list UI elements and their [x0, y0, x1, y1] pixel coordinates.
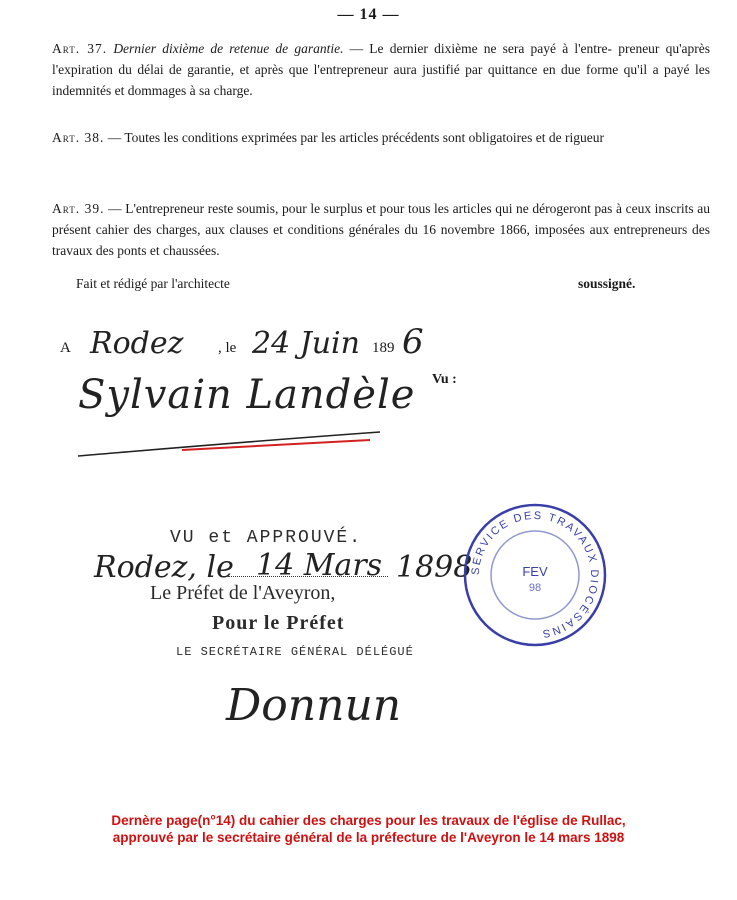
year-handwritten: 6	[402, 322, 424, 362]
article-39-body: — L'entrepreneur reste soumis, pour le surplus et pour tous les articles qui ne dérogeront pas à ceux inscrits au présent cahier des charges, aux clauses et conditions générales du 16 novembre 1866, imposées aux entrepreneurs des travaux des ponts et chaussées.	[52, 201, 711, 258]
a-label: A	[60, 340, 71, 356]
article-37-body-start: — Le dernier dixième ne sera payé à l'entre-	[349, 41, 613, 56]
caption-line-2: approuvé par le secrétaire général de la préfecture de l'Aveyron le 14 mars 1898	[112, 830, 625, 845]
soussigne-label: soussigné.	[578, 276, 636, 291]
date-handwritten: 24 Juin	[252, 326, 360, 361]
stamp-year: 1898	[396, 550, 473, 585]
architect-signature: Sylvain Landèle	[78, 372, 416, 418]
article-39-number: Art. 39.	[52, 201, 105, 216]
article-38-body: — Toutes les conditions exprimées par les articles précédents sont obligatoires et de rigueur	[107, 130, 605, 145]
round-stamp-month: FEV	[522, 564, 548, 579]
fait-label: Fait et rédigé par l'architecte	[76, 276, 230, 291]
year-printed: 189	[372, 340, 395, 356]
article-37-title: Dernier dixième de retenue de garantie.	[113, 41, 344, 56]
article-37	[52, 38, 710, 101]
article-37-number: Art. 37.	[52, 41, 108, 56]
article-38	[52, 127, 710, 148]
caption-line-1: Dernère page(n°14) du cahier des charges pour les travaux de l'église de Rullac,	[111, 813, 626, 828]
stamp-rodez-le: Rodez, le	[94, 550, 234, 585]
round-stamp-ring-text: SERVICE DES TRAVAUX DIOCÉSAINS	[469, 509, 601, 640]
page-number: — 14 —	[337, 6, 400, 23]
round-stamp-day: 98	[528, 582, 542, 594]
stamp-secretaire: LE SECRÉTAIRE GÉNÉRAL DÉLÉGUÉ	[176, 645, 414, 659]
stamp-prefet: Le Préfet de l'Aveyron,	[150, 582, 336, 604]
vu-label: Vu :	[432, 372, 457, 387]
article-38-number: Art. 38.	[52, 130, 105, 145]
stamp-date-handwritten: 14 Mars	[256, 548, 383, 583]
le-label: , le	[218, 340, 237, 356]
article-39	[52, 198, 710, 261]
prefecture-signature: Donnun	[226, 680, 402, 731]
stamp-pour-le-prefet: Pour le Préfet	[212, 612, 345, 634]
signature-flourish	[70, 420, 400, 470]
round-stamp	[462, 502, 608, 648]
stamp-vu-approuve: VU et APPROUVÉ.	[170, 528, 363, 548]
place-handwritten: Rodez	[90, 326, 184, 361]
article-37-body: preneur qu'après l'expiration du délai de garantie, et après que l'entrepreneur aura justifié par quittance en due forme qu'il a payé les indemnités et dommages à sa charge.	[52, 41, 711, 98]
